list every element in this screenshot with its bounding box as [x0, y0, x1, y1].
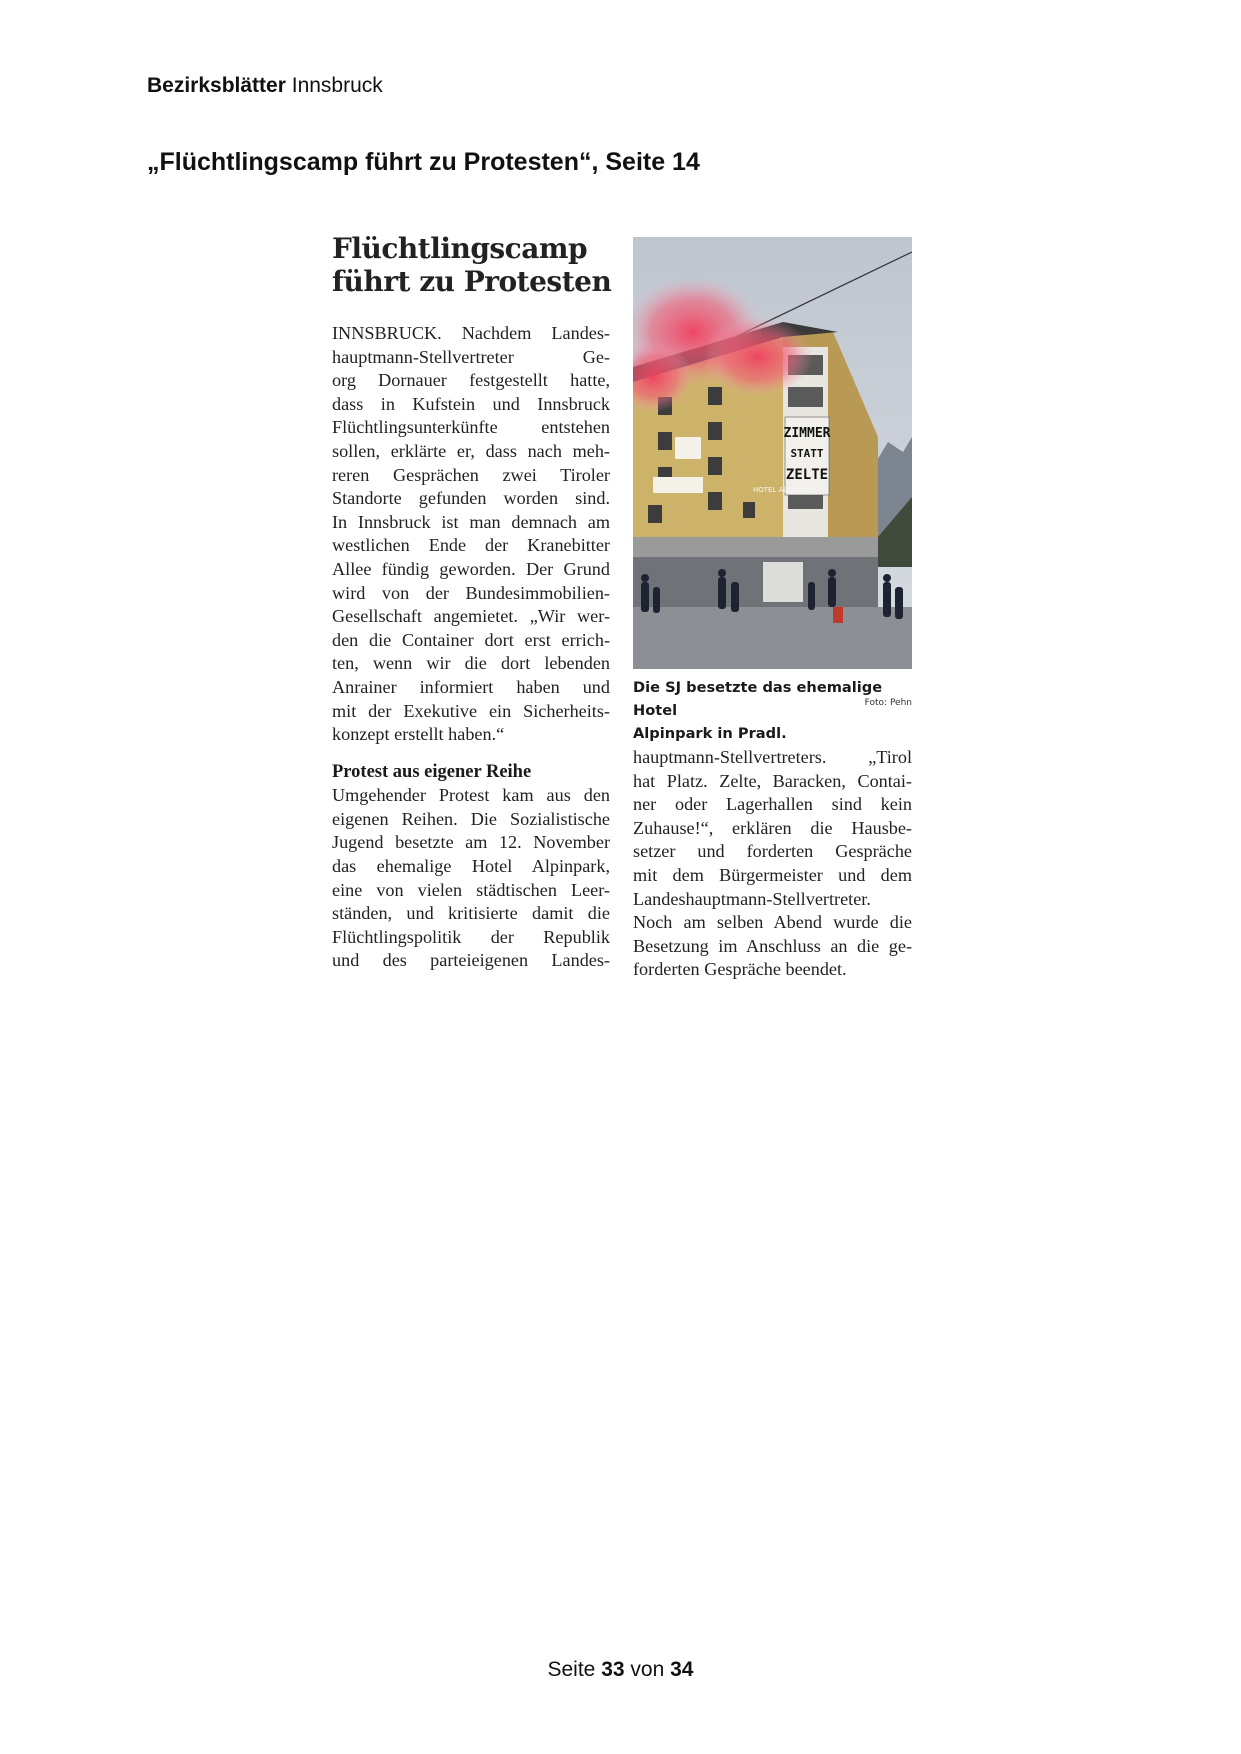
col3-line: hat Platz. Zelte, Baracken, Contai-	[633, 770, 912, 791]
hotel-occupation-photo	[633, 237, 912, 669]
caption-line-1: Die SJ besetzte das ehemalige Hotel	[633, 679, 883, 719]
col1-line: Anrainer informiert haben und	[332, 676, 610, 697]
newspaper-clipping	[330, 232, 916, 992]
col1-line: ten, wenn wir die dort lebenden	[332, 653, 610, 674]
footer-prefix: Seite	[547, 1658, 596, 1681]
col2-line: das ehemalige Hotel Alpinpark,	[332, 856, 610, 877]
col1-line: org Dornauer festgestellt hatte,	[332, 370, 610, 391]
col3-line: ner oder Lagerhallen sind kein	[633, 794, 912, 815]
page-footer	[0, 1658, 1241, 1682]
col1-line: konzept erstellt haben.“	[332, 724, 505, 745]
col1-line: Standorte gefunden worden sind.	[332, 488, 610, 509]
headline-line-2: führt zu Protesten	[332, 265, 612, 298]
col3-line: Landeshauptmann-Stellvertreter.	[633, 888, 871, 909]
hotel-sign: HOTEL ALPINPARK	[753, 486, 817, 494]
photo-caption	[633, 676, 912, 745]
col1-line: Flüchtlingsunterkünfte entstehen	[332, 417, 610, 438]
col1-line: mit der Exekutive ein Sicherheits-	[332, 700, 610, 721]
article-column-left	[332, 322, 610, 973]
caption-line-2: Alpinpark in Pradl.	[633, 725, 787, 742]
footer-middle: von	[630, 1658, 665, 1681]
current-page-number: 33	[601, 1658, 625, 1681]
col2-line: eine von vielen städtischen Leer-	[332, 879, 610, 900]
publication-header	[147, 74, 383, 98]
col2-line: Umgehender Protest kam aus den	[332, 785, 610, 806]
col1-line: dass in Kufstein und Innsbruck	[332, 393, 610, 414]
publication-name: Bezirksblätter	[147, 74, 286, 97]
col1-line: den die Container dort erst errich-	[332, 629, 610, 650]
col1-line: INNSBRUCK. Nachdem Landes-	[332, 323, 610, 343]
col1-line: Allee fündig geworden. Der Grund	[332, 558, 610, 579]
article-subheading: Protest aus eigener Reihe	[332, 761, 532, 782]
col1-line: hauptmann-Stellvertreter Ge-	[332, 346, 610, 367]
col1-line: wird von der Bundesimmobilien-	[332, 582, 610, 603]
col3-line: mit dem Bürgermeister und dem	[633, 864, 912, 885]
publication-edition: Innsbruck	[291, 74, 383, 97]
total-page-count: 34	[670, 1658, 694, 1681]
photo-credit: Foto: Pehn	[864, 698, 912, 708]
col3-line: hauptmann-Stellvertreters. „Tirol	[633, 747, 912, 767]
banner-text-3: ZELTE	[785, 467, 829, 483]
col1-line: In Innsbruck ist man demnach am	[332, 511, 610, 532]
headline-line-1: Flüchtlingscamp	[332, 232, 588, 265]
col3-line: setzer und forderten Gespräche	[633, 841, 912, 862]
col1-line: Gesellschaft angemietet. „Wir wer-	[332, 606, 610, 627]
article-headline	[332, 232, 622, 298]
col2-line: ständen, und kritisierte damit die	[332, 903, 610, 924]
col1-line: sollen, erklärte er, dass nach meh-	[332, 440, 610, 461]
col1-line: reren Gesprächen zwei Tiroler	[332, 464, 610, 485]
col2-line: und des parteieigenen Landes-	[332, 950, 610, 971]
col2-line: Flüchtlingspolitik der Republik	[332, 926, 610, 947]
col2-line: Jugend besetzte am 12. November	[332, 832, 610, 853]
article-column-right	[633, 746, 912, 982]
col3-line: Zuhause!“, erklären die Hausbe-	[633, 817, 912, 838]
col3-line: forderten Gespräche beendet.	[633, 959, 847, 980]
banner-text-2: STATT	[790, 447, 824, 460]
col1-line: westlichen Ende der Kranebitter	[332, 535, 610, 556]
banner-text-1: ZIMMER	[783, 426, 831, 441]
col3-line: Noch am selben Abend wurde die	[633, 912, 912, 933]
document-title: „Flüchtlingscamp führt zu Protesten“, Seite 14	[147, 148, 700, 176]
col2-line: eigenen Reihen. Die Sozialistische	[332, 808, 610, 829]
col3-line: Besetzung im Anschluss an die ge-	[633, 935, 912, 956]
article-photo	[633, 237, 912, 669]
